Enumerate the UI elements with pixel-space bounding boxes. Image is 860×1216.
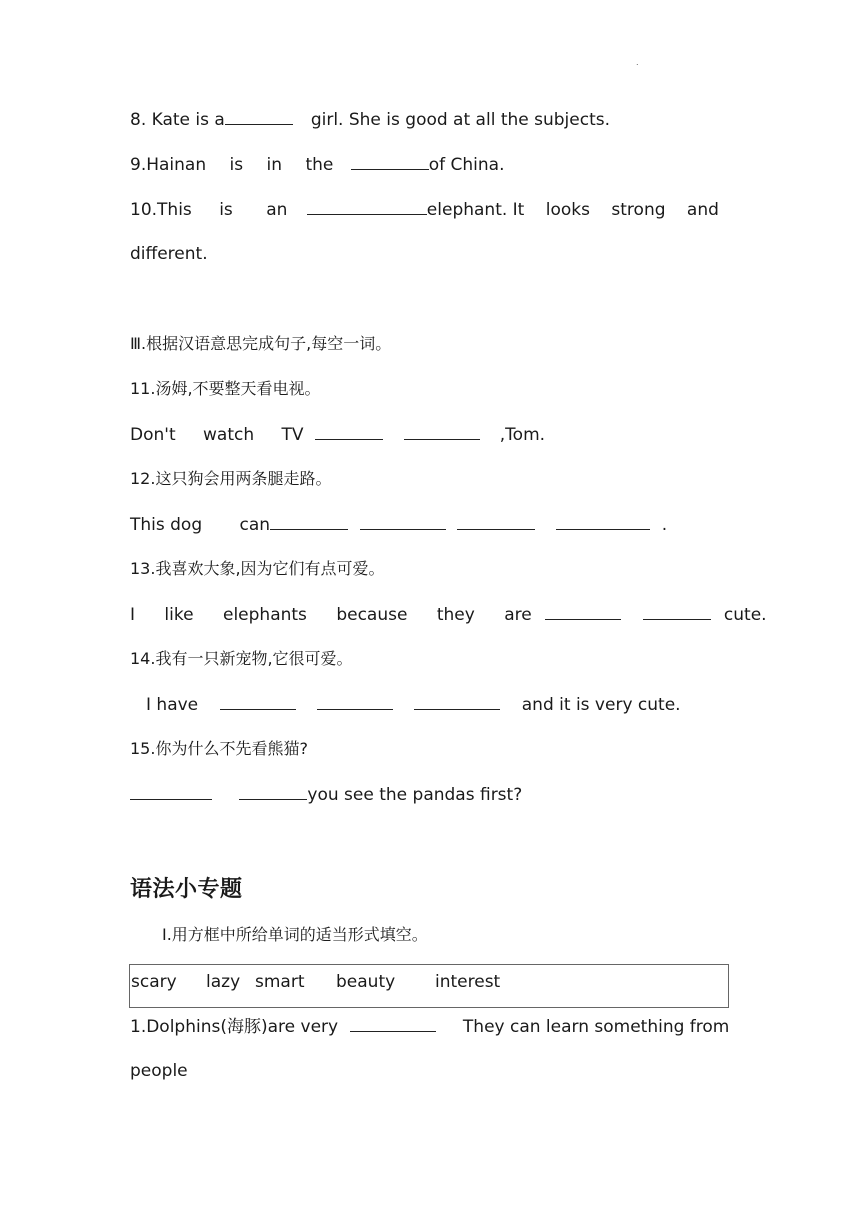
- q9-word: 9.Hainan: [130, 155, 207, 175]
- q10-word: 10.This: [130, 200, 192, 220]
- q8-blank[interactable]: [225, 108, 293, 125]
- word-box-item: smart: [255, 972, 305, 992]
- q15-word: you see the pandas first?: [307, 785, 523, 805]
- question-11: [130, 423, 545, 446]
- grammar-question-1-cont: people: [130, 1061, 188, 1081]
- q11-word: Don't: [130, 425, 176, 445]
- q9-word: the: [305, 155, 334, 175]
- q15-chinese: 15.你为什么不先看熊猫?: [130, 739, 308, 758]
- q14-blank-2[interactable]: [317, 693, 393, 710]
- q12-blank-3[interactable]: [457, 513, 535, 530]
- q11-word: ,Tom.: [499, 425, 546, 445]
- q11-blank-1[interactable]: [315, 423, 383, 440]
- q12-word: This dog: [130, 515, 203, 535]
- q13-word: cute.: [723, 605, 767, 625]
- page-dot: .: [636, 58, 639, 67]
- q9-word: is: [229, 155, 244, 175]
- word-box-item: scary: [131, 972, 177, 992]
- q10-word: looks: [545, 200, 590, 220]
- q14-word: and it is very cute.: [521, 695, 681, 715]
- q14-blank-1[interactable]: [220, 693, 296, 710]
- q10-word: is: [219, 200, 233, 220]
- grammar-heading: 语法小专题: [130, 877, 243, 902]
- question-15: [130, 783, 522, 806]
- grammar-question-1: [130, 1015, 729, 1038]
- question-12: [130, 513, 667, 536]
- q15-blank-1[interactable]: [130, 783, 212, 800]
- q9-word: of China.: [428, 155, 505, 175]
- question-10-cont: different.: [130, 244, 208, 264]
- q8-text-b: girl. She is good at all the subjects.: [310, 110, 610, 130]
- section-3-title: Ⅲ.根据汉语意思完成句子,每空一词。: [130, 334, 392, 353]
- q14-blank-3[interactable]: [414, 693, 500, 710]
- word-box: [129, 964, 729, 1008]
- question-14: [130, 693, 681, 716]
- question-8: [130, 108, 610, 131]
- q10-word: and: [686, 200, 719, 220]
- q13-word: elephants: [222, 605, 307, 625]
- q9-blank[interactable]: [351, 153, 429, 170]
- question-13: [130, 603, 767, 626]
- question-9: [130, 153, 505, 176]
- word-box-item: interest: [435, 972, 501, 992]
- q13-chinese: 13.我喜欢大象,因为它们有点可爱。: [130, 559, 385, 578]
- q13-word: I: [130, 605, 136, 625]
- question-10: [130, 198, 719, 221]
- q13-word: they: [436, 605, 475, 625]
- q11-word: watch: [203, 425, 255, 445]
- word-box-item: beauty: [336, 972, 396, 992]
- q14-chinese: 14.我有一只新宠物,它很可爱。: [130, 649, 353, 668]
- q10-blank[interactable]: [307, 198, 427, 215]
- q11-word: TV: [281, 425, 304, 445]
- word-box-item: lazy: [206, 972, 241, 992]
- q11-chinese: 11.汤姆,不要整天看电视。: [130, 379, 321, 398]
- q11-blank-2[interactable]: [404, 423, 480, 440]
- q12-blank-4[interactable]: [556, 513, 650, 530]
- q12-word: .: [661, 515, 668, 535]
- q12-blank-2[interactable]: [360, 513, 446, 530]
- q10-word: elephant. It: [426, 200, 525, 220]
- q13-blank-2[interactable]: [643, 603, 711, 620]
- g1-blank[interactable]: [350, 1015, 436, 1032]
- q13-word: are: [504, 605, 532, 625]
- q10-word: an: [266, 200, 288, 220]
- g1-word: They can learn something from: [462, 1017, 730, 1037]
- q12-chinese: 12.这只狗会用两条腿走路。: [130, 469, 332, 488]
- grammar-section-1-title: Ⅰ.用方框中所给单词的适当形式填空。: [162, 925, 428, 944]
- g1-word: 1.Dolphins(海豚)are very: [130, 1017, 339, 1037]
- q12-word: can: [239, 515, 271, 535]
- q14-word: I have: [146, 695, 199, 715]
- q13-word: because: [336, 605, 408, 625]
- q10-word: strong: [611, 200, 666, 220]
- q13-blank-1[interactable]: [545, 603, 621, 620]
- q12-blank-1[interactable]: [270, 513, 348, 530]
- q8-text-a: 8. Kate is a: [130, 110, 225, 130]
- q13-word: like: [164, 605, 194, 625]
- q15-blank-2[interactable]: [239, 783, 307, 800]
- q9-word: in: [266, 155, 283, 175]
